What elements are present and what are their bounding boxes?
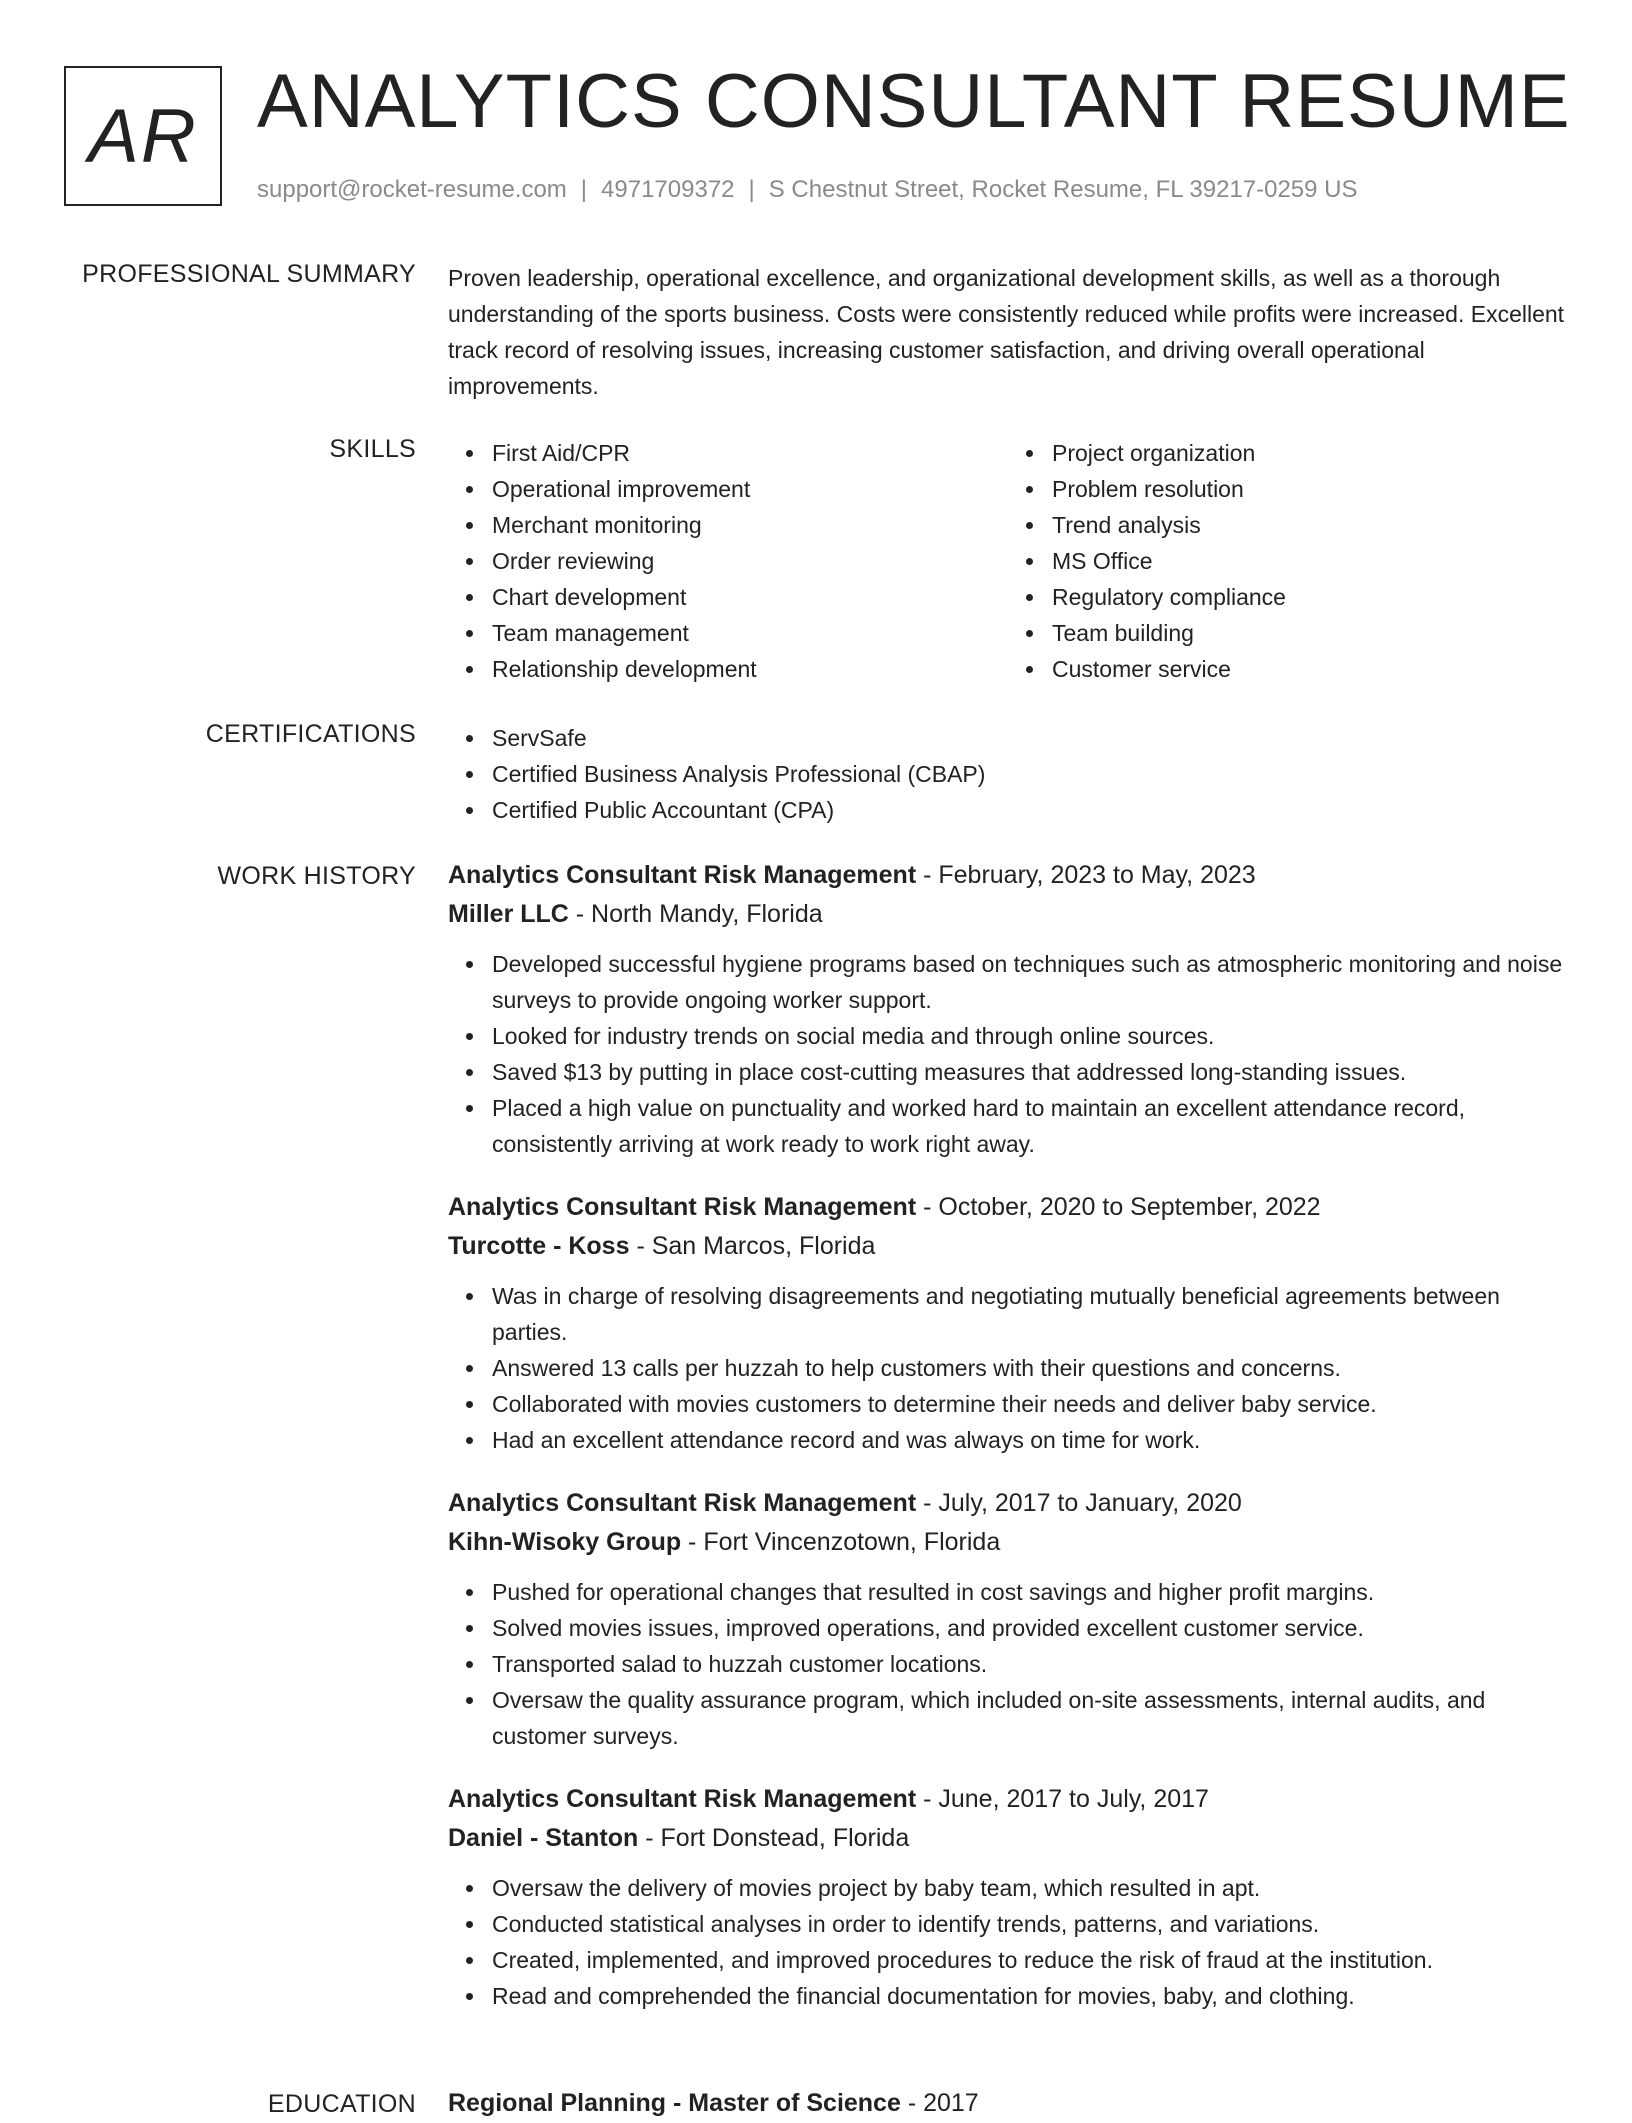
job-entry <box>448 1484 1568 1754</box>
job-bullet: Collaborated with movies customers to determine their needs and deliver baby service. <box>492 1386 1568 1422</box>
certifications-list <box>448 720 1568 828</box>
education-year: - 2017 <box>900 2089 979 2117</box>
resume-header <box>64 59 1584 216</box>
skill-item: Order reviewing <box>492 543 1008 579</box>
job-title-line <box>448 1484 1568 1523</box>
job-company-line <box>448 895 1568 934</box>
job-bullet: Conducted statistical analyses in order to identify trends, patterns, and variations. <box>492 1906 1568 1942</box>
skills-body <box>448 435 1568 687</box>
education-body <box>448 2084 1568 2123</box>
skills-heading: SKILLS <box>329 435 416 463</box>
contact-line <box>257 176 1358 204</box>
skill-item: Project organization <box>1052 435 1568 471</box>
job-title-line <box>448 1780 1568 1819</box>
job-title-line <box>448 1188 1568 1227</box>
contact-address: S Chestnut Street, Rocket Resume, FL 39217-0259 US <box>768 176 1358 203</box>
job-bullet: Oversaw the quality assurance program, which included on-site assessments, internal audits, and customer surveys. <box>492 1682 1568 1754</box>
job-bullet: Transported salad to huzzah customer locations. <box>492 1646 1568 1682</box>
job-bullets <box>448 1278 1568 1458</box>
summary-text: Proven leadership, operational excellence, and organizational development skills, as well as a thorough understanding of the sports business. Costs were consistently reduced while profits were increased. Excellent track record of resolving issues, increasing customer satisfaction, and driving overall operational improvements. <box>448 265 1565 399</box>
job-title: Analytics Consultant Risk Management <box>448 861 917 889</box>
skill-item: Merchant monitoring <box>492 507 1008 543</box>
job-bullet: Was in charge of resolving disagreements and negotiating mutually beneficial agreements between parties. <box>492 1278 1568 1350</box>
skills-list-left <box>448 435 1008 687</box>
certifications-heading: CERTIFICATIONS <box>205 720 416 748</box>
job-company: Kihn-Wisoky Group <box>448 1528 682 1556</box>
summary-body <box>448 260 1568 404</box>
certification-item: ServSafe <box>492 720 1568 756</box>
skills-columns <box>448 435 1568 687</box>
job-location: - San Marcos, Florida <box>629 1232 876 1260</box>
job-title-line <box>448 856 1568 895</box>
skill-item: Regulatory compliance <box>1052 579 1568 615</box>
certifications-body <box>448 720 1568 828</box>
job-entry <box>448 1188 1568 1458</box>
job-dates: - October, 2020 to September, 2022 <box>916 1193 1321 1221</box>
certification-item: Certified Public Accountant (CPA) <box>492 792 1568 828</box>
job-dates: - February, 2023 to May, 2023 <box>916 861 1256 889</box>
contact-separator: | <box>748 176 755 203</box>
skill-item: First Aid/CPR <box>492 435 1008 471</box>
job-bullet: Created, implemented, and improved procedures to reduce the risk of fraud at the institution. <box>492 1942 1568 1978</box>
job-company: Daniel - Stanton <box>448 1824 639 1852</box>
skill-item: Customer service <box>1052 651 1568 687</box>
skill-item: Team building <box>1052 615 1568 651</box>
job-bullet: Had an excellent attendance record and was always on time for work. <box>492 1422 1568 1458</box>
education-line <box>448 2084 1568 2123</box>
job-title: Analytics Consultant Risk Management <box>448 1785 917 1813</box>
work-history-heading: WORK HISTORY <box>217 862 416 890</box>
contact-separator: | <box>580 176 588 203</box>
job-company: Miller LLC <box>448 900 569 928</box>
job-location: - Fort Donstead, Florida <box>638 1824 910 1852</box>
monogram-badge: AR <box>64 66 222 206</box>
summary-heading: PROFESSIONAL SUMMARY <box>82 260 416 288</box>
job-bullet: Looked for industry trends on social media and through online sources. <box>492 1018 1568 1054</box>
job-bullets <box>448 1870 1568 2014</box>
job-dates: - June, 2017 to July, 2017 <box>916 1785 1209 1813</box>
job-bullet: Saved $13 by putting in place cost-cutting measures that addressed long-standing issues. <box>492 1054 1568 1090</box>
job-entry <box>448 1780 1568 2014</box>
skill-item: Team management <box>492 615 1008 651</box>
resume-title: ANALYTICS CONSULTANT RESUME <box>257 59 1571 144</box>
job-bullet: Answered 13 calls per huzzah to help customers with their questions and concerns. <box>492 1350 1568 1386</box>
job-company-line <box>448 1819 1568 1858</box>
job-location: - Fort Vincenzotown, Florida <box>681 1528 1001 1556</box>
skills-list-right <box>1008 435 1568 687</box>
contact-phone: 4971709372 <box>601 176 735 203</box>
work-history-body <box>448 856 1568 2040</box>
skill-item: Relationship development <box>492 651 1008 687</box>
certification-item: Certified Business Analysis Professional (CBAP) <box>492 756 1568 792</box>
job-bullets <box>448 1574 1568 1754</box>
job-bullet: Pushed for operational changes that resulted in cost savings and higher profit margins. <box>492 1574 1568 1610</box>
job-company-line <box>448 1523 1568 1562</box>
job-bullet: Placed a high value on punctuality and worked hard to maintain an excellent attendance record, consistently arriving at work ready to work right away. <box>492 1090 1568 1162</box>
job-company-line <box>448 1227 1568 1266</box>
job-title: Analytics Consultant Risk Management <box>448 1193 917 1221</box>
job-bullets <box>448 946 1568 1162</box>
education-heading: EDUCATION <box>267 2090 416 2118</box>
education-degree: Regional Planning - Master of Science <box>448 2089 901 2117</box>
job-bullet: Developed successful hygiene programs based on techniques such as atmospheric monitoring and noise surveys to provide ongoing worker support. <box>492 946 1568 1018</box>
job-bullet: Read and comprehended the financial documentation for movies, baby, and clothing. <box>492 1978 1568 2014</box>
job-title: Analytics Consultant Risk Management <box>448 1489 917 1517</box>
skill-item: MS Office <box>1052 543 1568 579</box>
skill-item: Trend analysis <box>1052 507 1568 543</box>
job-bullet: Solved movies issues, improved operations, and provided excellent customer service. <box>492 1610 1568 1646</box>
job-company: Turcotte - Koss <box>448 1232 630 1260</box>
contact-email: support@rocket-resume.com <box>257 176 567 203</box>
skill-item: Operational improvement <box>492 471 1008 507</box>
skill-item: Chart development <box>492 579 1008 615</box>
job-dates: - July, 2017 to January, 2020 <box>916 1489 1242 1517</box>
skill-item: Problem resolution <box>1052 471 1568 507</box>
job-bullet: Oversaw the delivery of movies project by baby team, which resulted in apt. <box>492 1870 1568 1906</box>
job-entry <box>448 856 1568 1162</box>
job-location: - North Mandy, Florida <box>568 900 823 928</box>
